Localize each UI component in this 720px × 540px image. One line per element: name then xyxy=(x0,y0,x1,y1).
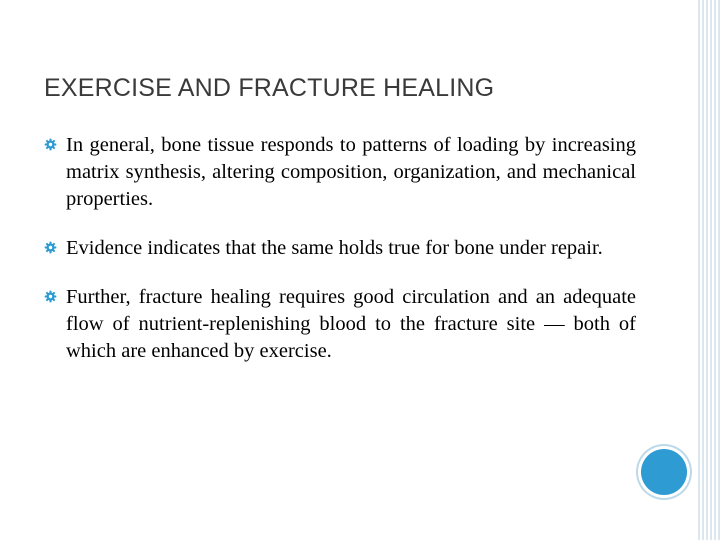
bullet-item xyxy=(44,235,636,262)
slide-title: EXERCISE AND FRACTURE HEALING xyxy=(44,74,495,102)
gear-icon xyxy=(44,290,57,303)
bullet-item xyxy=(44,132,636,213)
decorative-circle xyxy=(641,449,687,495)
bullet-item xyxy=(44,284,636,365)
gear-icon xyxy=(44,241,57,254)
gear-icon xyxy=(44,138,57,151)
bullet-text: Further, fracture healing requires good circulation and an adequate flow of nutrient‑replenishing blood to the fracture site — both of which are enhanced by exercise. xyxy=(66,286,636,362)
bullet-list xyxy=(44,132,636,387)
decorative-right-border xyxy=(686,0,720,540)
bullet-text: In general, bone tissue responds to patterns of loading by increasing matrix synthesis, altering composition, organization, and mechanical properties. xyxy=(66,134,636,210)
bullet-text: Evidence indicates that the same holds true for bone under repair. xyxy=(66,237,603,259)
border-gap xyxy=(686,0,696,540)
